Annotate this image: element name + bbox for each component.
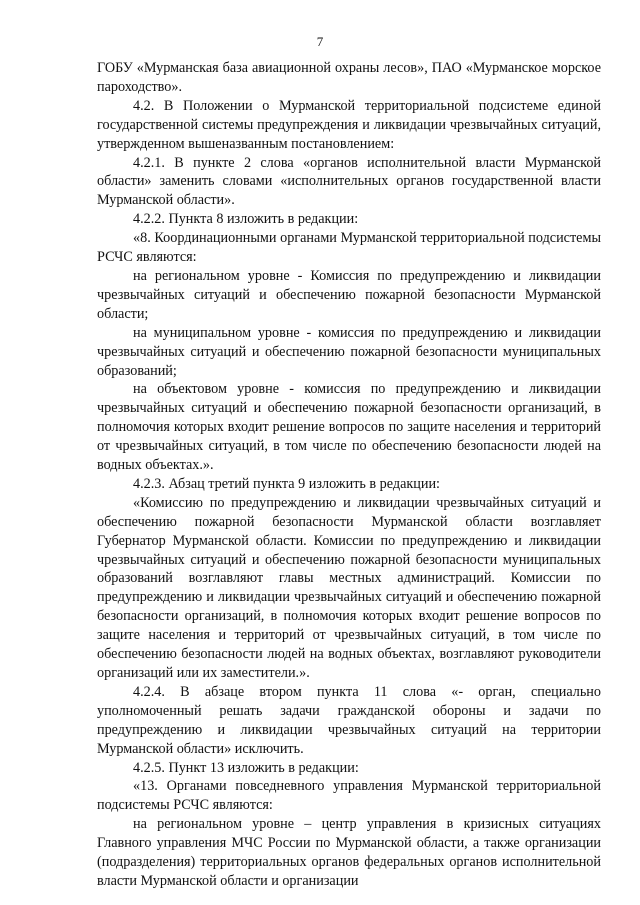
paragraph: «13. Органами повседневного управления Мурманской территориальной подсистемы РСЧС являются:: [97, 778, 601, 814]
document-body: [97, 59, 601, 891]
paragraph: 4.2.1. В пункте 2 слова «органов исполнительной власти Мурманской области» заменить словами «исполнительных органов государственной власти Мурманской области».: [97, 154, 601, 209]
paragraph: ГОБУ «Мурманская база авиационной охраны лесов», ПАО «Мурманское морское пароходство».: [97, 60, 601, 95]
paragraph: «Комиссию по предупреждению и ликвидации чрезвычайных ситуаций и обеспечению пожарной безопасности Мурманской области возглавляет Губернатор Мурманской области. Комиссии по предупреждению и ликвидации чрезвычайных ситуаций и обеспечению пожарной безопасности муниципальных образований возглавляют главы местных администраций. Комиссии по предупреждению и ликвидации чрезвычайных ситуаций и обеспечению пожарной безопасности организаций, в полномочия которых входит решение вопросов по защите населения и территорий от чрезвычайных ситуаций, в том числе по обеспечению безопасности людей на водных объектах, возглавляют руководители организаций или их заместители.».: [97, 494, 601, 681]
page-number: 7: [316, 34, 324, 49]
paragraph: «8. Координационными органами Мурманской территориальной подсистемы РСЧС являются:: [97, 230, 601, 266]
paragraph: 4.2.5. Пункт 13 изложить в редакции:: [133, 759, 359, 776]
paragraph: на объектовом уровне - комиссия по предупреждению и ликвидации чрезвычайных ситуаций и обеспечению пожарной безопасности организаций, в полномочия которых входит решение вопросов по защите населения и территорий от чрезвычайных ситуаций, в том числе по обеспечению безопасности людей на водных объектах.».: [97, 381, 601, 474]
paragraph: 4.2.3. Абзац третий пункта 9 изложить в редакции:: [133, 475, 440, 492]
paragraph: на региональном уровне - Комиссия по предупреждению и ликвидации чрезвычайных ситуаций и обеспечению пожарной безопасности Мурманской области;: [97, 267, 601, 322]
paragraph: 4.2.2. Пункта 8 изложить в редакции:: [133, 211, 359, 228]
paragraph: на муниципальном уровне - комиссия по предупреждению и ликвидации чрезвычайных ситуаций и обеспечению пожарной безопасности муниципальных образований;: [97, 324, 601, 379]
paragraph: 4.2. В Положении о Мурманской территориальной подсистеме единой государственной системы предупреждения и ликвидации чрезвычайных ситуаций, утвержденном вышеназванным постановлением:: [97, 97, 601, 152]
paragraph: 4.2.4. В абзаце втором пункта 11 слова «- орган, специально уполномоченный решать задачи гражданской обороны и задачи по предупреждению и ликвидации чрезвычайных ситуаций на территории Мурманской области» исключить.: [97, 683, 601, 757]
paragraph: на региональном уровне – центр управления в кризисных ситуациях Главного управления МЧС России по Мурманской области, а также организации (подразделения) территориальных органов федеральных органов исполнительной власти Мурманской области и организации: [97, 816, 601, 889]
